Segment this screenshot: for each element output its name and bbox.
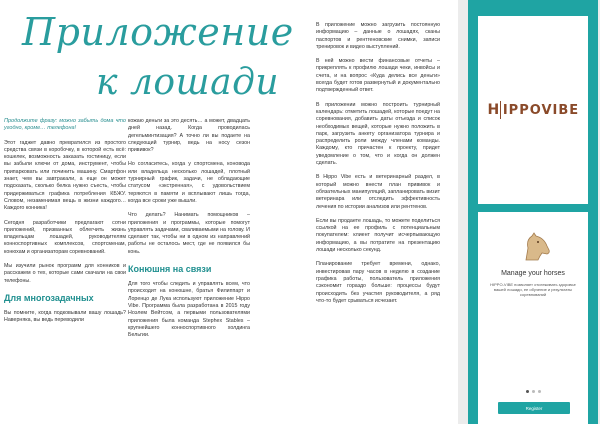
paragraph: Для того чтобы следить и управлять всем, что происходит на конюшне, братья Филиппарт и Лоренцо де Лука используют приложение Hippo Vibe. Программа была разработана в 2015 году Ноэлем Вейтсом, а первыми пользователями приложения была команда Stephex Stables – крупнейшего конноспортивного холдинга Бельгии. xyxy=(128,281,250,339)
onboarding-subtitle: HIPPO-VIBE позволяет отслеживать здоровье вашей лошади, ее обучение и результаты соревнований xyxy=(490,282,576,298)
paragraph: Вы помните, когда подковывали вашу лошадь? Наверняка, вы ведь переводили xyxy=(4,309,126,324)
section-heading-stable: Конюшня на связи xyxy=(128,264,212,275)
logo-wordmark: IPPOVIBE xyxy=(502,102,580,118)
article-title-line2: к лошади xyxy=(96,62,280,103)
horse-head-icon xyxy=(518,232,552,262)
paragraph: В ней можно вести финансовые отчеты – прикреплять к профилю лошади чеки, инвойсы и счета, и на вопрос «Куда делись все деньги» всегда будет готов развернутый и документально подтвержденный ответ. xyxy=(316,58,440,94)
article-column-3 xyxy=(316,22,440,312)
paragraph: В Hippo Vibe есть и ветеринарный раздел, в который можно внести план прививок и обязательных манипуляций, запланировать визит ветеринара или отследить эффективность лечения по истории анализов или рентгенов. xyxy=(316,174,440,210)
register-button[interactable]: Register xyxy=(498,402,570,414)
paragraph: Если вы продаете лошадь, то можете поделиться ссылкой на ее профиль с потенциальным покупателем: клиент получит исчерпывающую информацию, а вы потратите на презентацию лошади несколько секунд. xyxy=(316,217,440,254)
section-heading-multitask: Для многозадачных xyxy=(4,292,94,303)
article-column-1 xyxy=(4,118,126,332)
app-onboarding-card xyxy=(478,212,588,424)
article-column-2 xyxy=(128,118,250,346)
app-screenshot-panel xyxy=(468,0,598,424)
paragraph: Планирование требует времени, однако, инвестировав пару часов в неделю в создание графика работы, пользователь приложения сэкономит гораздо больше: процессы будут происходить без участия руководителя, а ряд что-то будет срываться исчезает. xyxy=(316,261,440,304)
carousel-dot[interactable] xyxy=(532,390,535,393)
paragraph: Но согласитесь, когда у спортсмена, коновода или владельца несколько лошадей, плотный турнирный график, задачи, не обладающие статусом «экстренная», с удовольствием теряются в памяти и всплывают лишь тогда, когда все сроки уже вышли. xyxy=(128,161,250,204)
paragraph: кожаю деньги за это десять… а может, двадцать дней назад. Когда проводилась дегельминтизация? А точно ли вы подаете на следующий турнир, ведь на носу сезон прививок? xyxy=(128,118,250,154)
logo-letter: H xyxy=(487,102,500,118)
carousel-dot[interactable] xyxy=(538,390,541,393)
app-splash-card xyxy=(478,16,588,204)
paragraph: Что делать? Нанимать помощников – приложения и программы, которые помогут управлять задачами, сваливаемыми на голову. И сделают так, чтобы ни в одном из направлений работы не осталось мест, где не появился бы конь. xyxy=(128,212,250,255)
paragraph: Сегодня разработчики предлагают сотни приложений, призванных облегчить жизнь владельцам лошадей, руководителям конноспортивных комплексов, спортсменам, конюхам и организаторам соревнований. xyxy=(4,219,126,255)
onboarding-title: Manage your horses xyxy=(501,270,565,277)
paragraph: В приложение можно загрузить постоянную информацию – данные о лошадях, сканы паспортов и рентгеновские снимки, записи тренировок и видео выступлений. xyxy=(316,22,440,50)
hippovibe-logo xyxy=(487,101,579,119)
paragraph: Мы изучили рынок программ для конников и расскажем о тех, которые сами скачали на свои телефоны. xyxy=(4,263,126,284)
carousel-dot-active[interactable] xyxy=(526,390,529,393)
carousel-dots[interactable] xyxy=(526,390,541,393)
paragraph: В приложении можно построить турнирный календарь: отметить лошадей, которые поедут на соревнования, добавить даты отъезда и список необходимых вещей, которые нужно положить в парк, загрузить анкету организатора турнира и распределить роли между членами команды. Каждому, кто причастен к проекту, придет уведомление о том, что и когда он должен сделать. xyxy=(316,101,440,167)
article-title-line1: Приложение xyxy=(22,10,294,54)
paragraph: Этот гаджет давно превратился из простого средства связи в коробочку, в которой есть всё: кошелек, возможность заказать гостиницу, если вы забыли ключи от дома, инструмент, чтобы припарковать или починить машину. Смартфон знает, чем вы завтракали, а еще он может подсказать, сколько белка нужно съесть, чтобы придерживаться графика потребления КБЖУ. Словом, незаменимая вещь в жизни каждого… Каждого конника! xyxy=(4,139,126,212)
article-lead: Продолжите фразу: можно забыть дома что угодно, кроме… телефона! xyxy=(4,118,126,132)
